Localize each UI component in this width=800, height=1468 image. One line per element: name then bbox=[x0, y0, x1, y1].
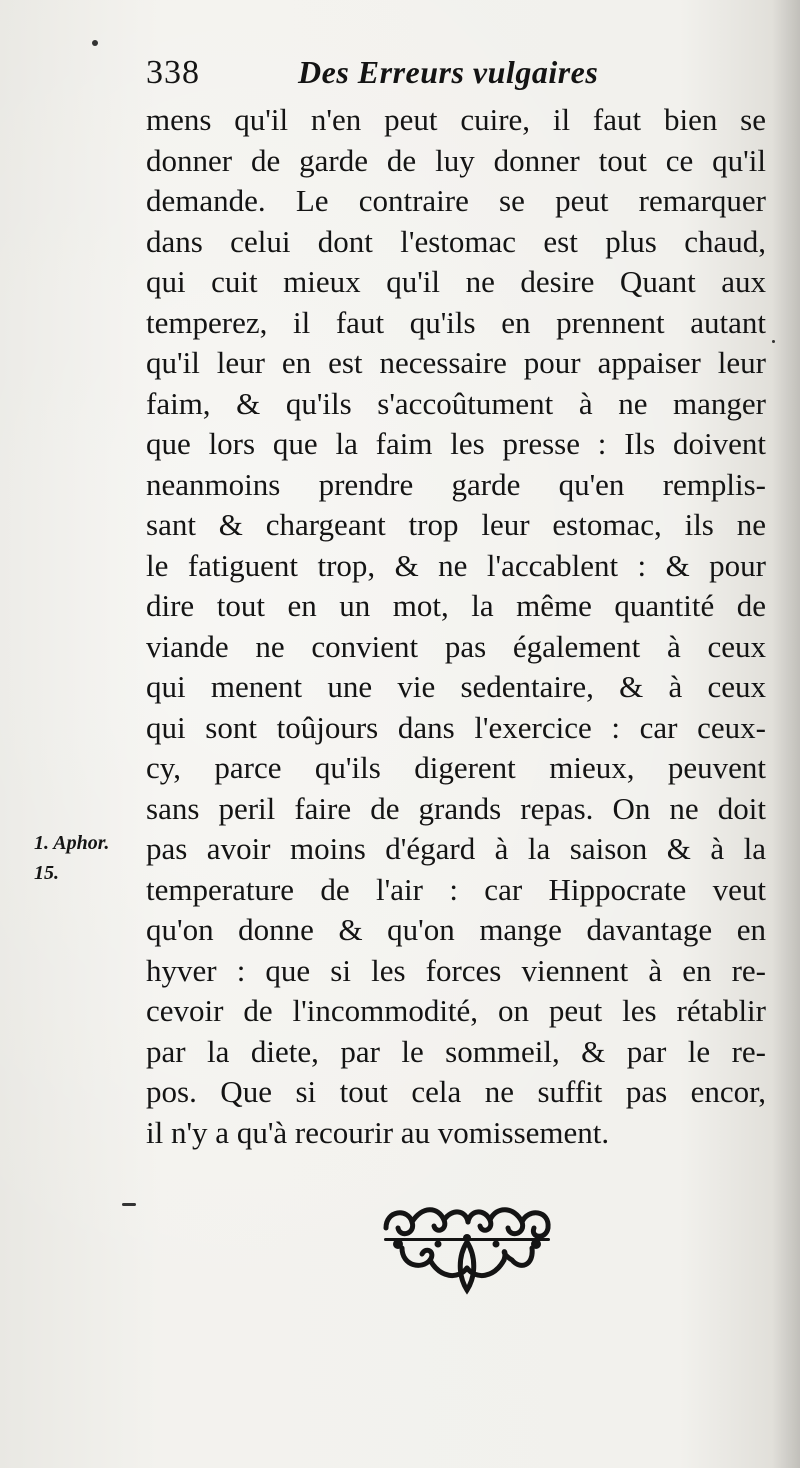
page-edge-shadow bbox=[772, 0, 800, 1468]
ink-speck bbox=[122, 1203, 136, 1206]
text-line: par la diete, par le sommeil, & par le re- bbox=[146, 1033, 766, 1069]
text-line: qu'on donne & qu'on mange davantage en bbox=[146, 912, 766, 947]
text-line: sans peril faire de grands repas. On ne doit bbox=[146, 790, 766, 826]
page-header bbox=[146, 52, 746, 102]
text-line: sant & chargeant trop leur estomac, ils ne bbox=[146, 507, 766, 542]
text-line: faim, & qu'ils s'accoûtument à ne manger bbox=[146, 385, 766, 421]
page-number: 338 bbox=[146, 54, 200, 91]
text-line: temperature de l'air : car Hippocrate veut bbox=[146, 871, 766, 907]
text-line: dans celui dont l'estomac est plus chaud, bbox=[146, 223, 766, 259]
running-title: Des Erreurs vulgaires bbox=[298, 54, 599, 90]
text-line: que lors que la faim les presse : Ils doivent bbox=[146, 426, 766, 461]
text-line: qui sont toûjours dans l'exercice : car ceux- bbox=[146, 709, 766, 745]
margin-note-number: 15. bbox=[34, 862, 59, 884]
fleuron-ornament-icon bbox=[378, 1198, 556, 1298]
text-line: cevoir de l'incommodité, on peut les rétablir bbox=[146, 993, 766, 1028]
text-line: le fatiguent trop, & ne l'accablent : & pour bbox=[146, 547, 766, 583]
text-line: dire tout en un mot, la même quantité de bbox=[146, 588, 766, 623]
text-line-last: il n'y a qu'à recourir au vomissement. bbox=[146, 1114, 610, 1150]
text-line: pos. Que si tout cela ne suffit pas encor, bbox=[146, 1074, 766, 1109]
text-line: qui menent une vie sedentaire, & à ceux bbox=[146, 669, 766, 704]
text-line: neanmoins prendre garde qu'en remplis- bbox=[146, 466, 766, 502]
ink-speck bbox=[92, 40, 98, 46]
text-line: mens qu'il n'en peut cuire, il faut bien se bbox=[146, 102, 766, 137]
text-line: demande. Le contraire se peut remarquer bbox=[146, 183, 766, 218]
text-line: hyver : que si les forces viennent à en re- bbox=[146, 952, 766, 988]
text-line: viande ne convient pas également à ceux bbox=[146, 628, 766, 664]
body-text bbox=[146, 100, 766, 1153]
text-line: cy, parce qu'ils digerent mieux, peuvent bbox=[146, 750, 766, 785]
text-line: pas avoir moins d'égard à la saison & à la bbox=[146, 831, 766, 866]
text-line: donner de garde de luy donner tout ce qu'il bbox=[146, 142, 766, 178]
text-line: qui cuit mieux qu'il ne desire Quant aux bbox=[146, 264, 766, 299]
text-line: temperez, il faut qu'ils en prennent autant bbox=[146, 304, 766, 340]
ink-speck bbox=[772, 340, 775, 343]
margin-note-aphorism: 1. Aphor. bbox=[34, 832, 110, 854]
text-line: qu'il leur en est necessaire pour appaiser leur bbox=[146, 345, 766, 380]
